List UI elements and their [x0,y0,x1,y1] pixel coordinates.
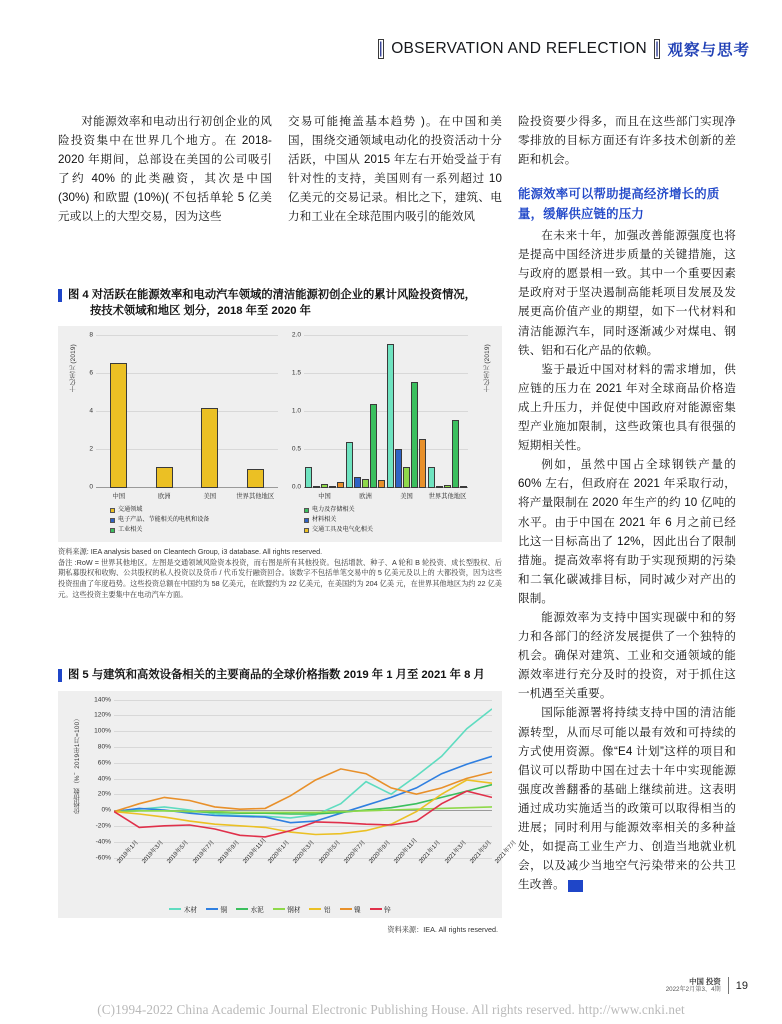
bar [329,486,336,488]
legend-swatch [304,528,309,533]
y-axis-tick: 8 [89,331,93,339]
bar-group [427,336,468,488]
figure-4-body [58,326,502,542]
x-axis-labels [304,491,468,500]
line-path [114,768,492,811]
x-axis-labels [96,491,278,500]
line-series [114,701,492,859]
y-axis-tick: 4 [89,407,93,415]
figure-4-label: 图 4 [68,289,89,301]
x-axis-tick: 2019年5月 [166,839,191,865]
bar [156,467,173,488]
x-axis-tick: 2021年5月 [469,839,493,865]
bar [354,477,361,488]
y-axis-tick: 20% [97,790,111,798]
figure-5-body [58,691,518,918]
plot-area [70,331,278,491]
footer-magazine-name: 中国 投资 [689,977,721,986]
legend-item [110,526,278,534]
legend-line [236,908,248,910]
figure-4-charts [66,331,494,536]
bar-group [187,336,233,488]
bar [321,484,328,488]
bar [460,486,467,488]
bar [201,408,218,488]
y-axis-tick: 2.0 [291,331,301,339]
y-axis-tick: 1.5 [291,369,301,377]
x-axis-tick: 2020年3月 [292,839,317,865]
y-axis-tick: 120% [94,711,111,719]
x-axis-tick: 2020年1月 [267,839,292,865]
bar-group [386,336,427,488]
section-subheading: 能源效率可以帮助提高经济增长的质量，缓解供应链的压力 [518,187,720,221]
bar-group [304,336,345,488]
text-column-1 [58,112,272,227]
header-english-title: OBSERVATION AND REFLECTION [391,40,648,57]
footer-issue: 2022年2月第3、4期 [665,986,721,993]
legend-label: 锌 [384,906,391,914]
legend-item [110,506,278,514]
chart-fig5 [68,696,518,914]
paragraph: 鉴于最近中国对材料的需求增加，供应链的压力在 2021 年对全球商品价格造成上升压力，并促使中国政府对能源密集型产业施加限制，这些政策也具有很强的短期相关性。 [518,362,736,453]
legend-item [340,904,361,914]
legend-item [206,904,227,914]
y-axis-tick: 140% [94,696,111,703]
figure-5-label: 图 5 [68,669,89,681]
figure-5 [58,668,518,935]
footer-brand-text [666,977,721,994]
chart-legend [68,904,492,914]
y-axis-tick: 0.0 [291,483,301,491]
chart-legend [282,506,494,534]
legend-label: 材料相关 [312,516,337,524]
x-axis-tick: 2021年7月 [494,839,518,865]
legend-item [304,516,494,524]
paragraph: 交易可能掩盖基本趋势 )。在中国和美国，围绕交通领域电动化的投资活动十分活跃，中国从 2015 年左右开始受益于有针对性的支持，美国则有一系列超过 10 亿美元的交易记录。相比之下，建筑、电力和工业在全球范围内吸引的能效风 [288,115,502,224]
y-axis-tick: 100% [94,727,111,735]
bar [452,420,459,488]
bar [313,486,320,488]
end-mark-logo: IZ [568,880,583,892]
x-axis-tick: 2020年11月 [393,837,420,865]
bar [395,449,402,488]
paragraph-last [518,703,736,894]
legend-item [370,904,391,914]
figure-5-source: 资料来源：IEA. All rights reserved. [387,924,498,934]
legend-line [370,908,382,910]
bar-group [142,336,188,488]
paragraph: 能源效率为支持中国实现碳中和的努力和各部门的经济发展提供了一个独特的机会。确保对建筑、工业和交通领域的能源效率进行充分及时的投资，对于抓住这一机遇至关重要。 [518,610,736,701]
legend-item [304,526,494,534]
legend-item [110,516,278,524]
x-axis-tick: 2020年9月 [368,839,392,865]
legend-line [206,908,218,910]
x-axis-tick: 2019年11月 [242,837,268,865]
legend-label: 镍 [354,906,361,914]
paragraph: 对能源效率和电动出行初创企业的风险投资集中在世界几个地方。在 2018-2020 年期间，总部设在美国的公司吸引了约 40% 的此类融资，其次是中国 (30%) 和欧盟 (10%)( 不包括单轮 5 亿美元或以上的大型交易，因为这些 [58,115,272,224]
header-chinese-title: 观察与思考 [667,42,750,59]
figure-title-tick-icon [58,289,62,302]
y-axis-tick: 60% [97,759,111,767]
bar-series [96,336,278,488]
y-axis-tick: 40% [97,775,111,782]
figure-4-notes [58,547,502,600]
figure-5-title-text: 与建筑和高效设备相关的主要商品的全球价格指数 2019 年 1 月至 2021 年 8 月 [91,669,485,681]
legend-item [304,506,494,514]
page-header [0,38,750,60]
bar [403,467,410,488]
plot-area [291,331,491,491]
legend-label: 交通工具及电气化相关 [312,526,373,534]
y-axis-tick: 80% [97,743,111,751]
cnki-watermark: (C)1994-2022 China Academic Journal Electronic Publishing House. All rights reserved. http://www.cnki.net [97,1002,685,1017]
x-axis-tick: 2019年3月 [141,839,166,865]
figure-4-source: 资料来源: IEA analysis based on Cleantech Group, i3 database. All rights reserved. [58,547,323,557]
text-column-3 [518,112,736,894]
bar [428,467,435,488]
bar [305,467,312,488]
x-axis-tick: 2021年1月 [418,839,443,865]
x-axis-tick: 世界其他地区 [428,493,467,500]
bar [337,482,344,488]
y-axis-label: 十亿美元 (2019) [484,344,491,393]
legend-swatch [304,518,309,523]
header-divider-left: | [378,40,384,57]
bar [362,479,369,488]
legend-swatch [110,518,115,523]
bar [387,344,394,488]
legend-swatch [110,508,115,513]
line-path [114,708,492,817]
bar [346,442,353,488]
x-axis-tick: 美国 [203,493,217,500]
legend-line [169,908,181,910]
chart-fig4-left [66,331,278,536]
x-axis-tick: 欧洲 [359,493,372,500]
figure-4-title-line1: 对活跃在能源效率和电动汽车领域的清洁能源初创企业的累计风险投资情况， [91,289,476,301]
y-axis-tick: -40% [95,838,111,846]
x-axis-tick: 2020年7月 [343,839,367,865]
legend-label: 水泥 [250,906,264,914]
figure-5-title [58,668,502,684]
y-axis-tick: -20% [95,822,111,830]
y-axis-label: 十亿美元 (2019) [70,344,77,393]
legend-label: 电力及存储相关 [312,506,355,513]
page-number: 19 [735,979,748,992]
x-axis-tick: 2020年5月 [317,839,342,865]
legend-label: 铝 [323,906,331,914]
legend-swatch [304,508,309,513]
bar-group [96,336,142,488]
bar [247,469,264,488]
y-axis-tick: -60% [95,854,111,861]
paragraph: 例如，虽然中国占全球钢铁产量的 60% 左右，但政府在 2021 年采取行动，将产量限制在 2020 年生产的约 10 亿吨的水平。由于中国在 2021 年 6 月之前已经比这一目标高出了 12%，因此出台了限制措施。提高效率将有助于实现预期的污染和二氧化碳减排目标，同时减少对产出的限制。 [518,458,736,605]
y-axis-tick: 2 [89,445,93,453]
y-axis-tick: 0% [101,806,111,814]
paragraph: 在未来十年，加强改善能源强度也将是提高中国经济进步质量的关键措施，这与政府的愿景相一致。其中一个重要因素是政府对于坚决遏制高能耗项目发展及发展更高价值产业的期望，如下一代材料和清洁能源汽车，同时逐渐减少对煤电、钢铁、铝和石化产品的依赖。 [518,229,736,357]
legend-label: 工业相关 [118,526,143,534]
legend-label: 铜 [220,906,228,914]
x-axis-labels [114,837,518,901]
paragraph: 险投资要少得多，而且在这些部门实现净零排放的目标方面还有许多技术创新的差距和机会。 [518,115,736,167]
figure-title-text [68,288,502,319]
legend-label: 交通领域 [118,506,143,513]
y-axis-tick: 6 [89,369,93,377]
x-axis-tick: 2019年9月 [217,839,241,865]
x-axis-tick: 中国 [318,493,331,500]
footer-divider [728,977,729,994]
legend-label: 电子产品、节能相关的电机和设备 [118,516,210,524]
figure-4 [58,288,502,600]
chart-legend [66,506,278,534]
figure-4-note: 备注 :RoW = 世界其他地区。左图是交通领域风险资本投资，而右图是所有其他投资。包括增款、种子、A 轮和 B 轮投资、成长型股权、后期私募股权和收购、公共股权的私人投资以及货币 / 代币发行融资回合。该数字不包括单笔交易中的 5 亿美元及以上的 大都投资，因为这些投资扭曲了年度趋势。这些投资总额在中国约为 58 亿美元，在欧盟约为 22 亿美元，在美国约为 204 亿美 元，在世界其他地区为约 22 亿美元。这些投资主要集中在电动汽车方面。 [58,557,502,599]
legend-item [169,904,197,914]
legend-item [236,904,264,914]
legend-item [273,904,301,914]
bar [444,485,451,488]
legend-line [273,908,285,910]
bar [378,480,385,488]
footer-brand [666,977,748,994]
legend-line [309,908,321,910]
paragraph-text: 国际能源署将持续支持中国的清洁能源转型，从而尽可能以最有效和可持续的方式使用资源。像“E4 计划”这样的项目和倡议可以帮助中国在过去十年中实现能源强度改善翻番的基础上继续前进。这表明通过成功实施适当的政策可以取得相当的进展；同时利用与能源效率相关的多种益处，如提高工业生产力、创造当地就业机会，以及减少当地空气污染带来的公共卫生改善。 [518,706,736,892]
x-axis-tick: 美国 [400,493,413,500]
bar [370,404,377,488]
legend-swatch [110,528,115,533]
bar [419,439,426,488]
bar-series [304,336,468,488]
bar-group [233,336,279,488]
figure-4-title-line2: 按技术领域和地区 划分，2018 年至 2020 年 [90,304,311,317]
x-axis-tick: 欧洲 [157,493,171,500]
x-axis-tick: 2019年7月 [191,839,216,865]
bar [110,363,127,488]
figure-4-title [58,288,502,319]
legend-label: 木材 [183,906,197,914]
bar [411,382,418,488]
plot-area [74,696,492,861]
x-axis-tick: 2019年1月 [116,839,140,865]
bar-group [345,336,386,488]
header-divider-right: | [655,40,660,57]
chart-fig4-right [282,331,494,536]
y-axis-tick: 0 [89,483,93,491]
figure-title-text [68,668,502,684]
figure-title-tick-icon [58,669,62,682]
bar [436,486,443,488]
text-column-2 [288,112,502,227]
legend-line [340,908,352,910]
x-axis-tick: 2021年3月 [443,839,468,865]
legend-label: 钢材 [287,906,301,914]
legend-item [309,904,330,914]
x-axis-tick: 世界其他地区 [236,493,275,500]
x-axis-tick: 中国 [112,493,126,500]
y-axis-label: 价格指数（%，2019年1月=100） [74,714,81,814]
y-axis-tick: 0.5 [291,445,301,453]
y-axis-tick: 1.0 [291,407,301,415]
